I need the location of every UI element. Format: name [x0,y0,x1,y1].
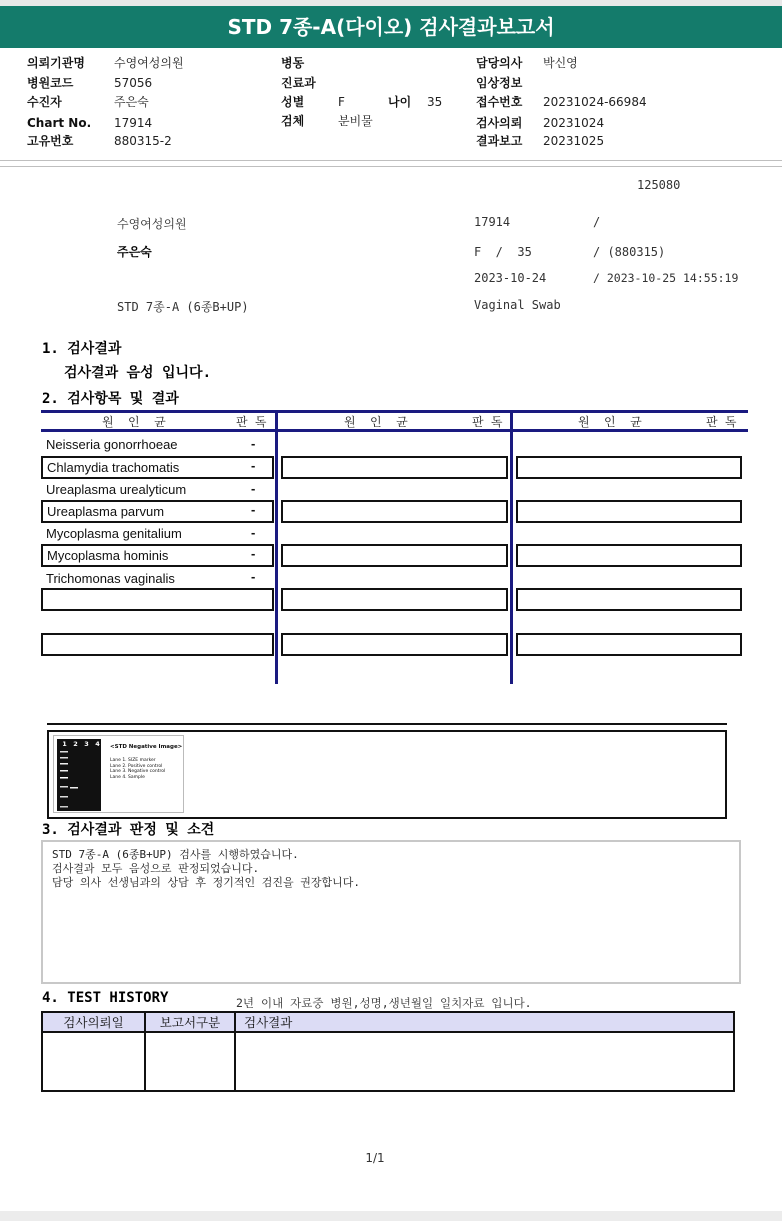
section2-heading: 2. 검사항목 및 결과 [42,391,179,407]
sample-specimen-type: Vaginal Swab [474,298,561,312]
specimen-label: 검체 [281,114,305,128]
pathogen-row-1-result: - [251,436,256,451]
request-date-label: 검사의뢰 [476,116,523,130]
history-col-report-type: 보고서구분 [145,1012,235,1032]
examinee-value: 주은숙 [114,95,149,109]
sample-code: 125080 [637,178,681,192]
pathogen-row-7-name: Trichomonas vaginalis [46,571,175,586]
pathogen-row-3-name: Ureaplasma urealyticum [46,482,187,497]
sex-value: F [338,95,345,109]
receipt-no-label: 접수번호 [476,95,523,109]
col3-box-5 [516,633,742,656]
col-result-header-2: 판 독 [472,415,503,429]
clinical-label: 임상정보 [476,75,523,90]
hospital-code-label: 병원코드 [27,75,74,90]
gel-legend-2: Lane 2. Positive control [110,763,163,769]
section1-heading: 1. 검사결과 [42,341,122,357]
gel-legend [110,758,165,780]
opinion-line-3: 담당 의사 선생님과의 상담 후 정기적인 검진을 권장합니다. [52,876,361,889]
pathogen-row-4-name: Ureaplasma parvum [47,504,165,519]
gel-legend-4: Lane 4. Sample [110,774,145,780]
col-result-header-3: 판 독 [706,415,737,429]
gel-image-panel [53,735,184,813]
sample-test-name: STD 7종-A (6종B+UP) [117,300,249,314]
col2-box-4 [281,588,508,611]
unique-no-value: 880315-2 [114,134,172,148]
gel-legend-1: Lane 1. SIZE marker [110,758,156,763]
sample-name: 주은숙 [117,245,152,259]
section4-heading: 4. TEST HISTORY [42,990,169,1006]
header-divider [0,160,782,161]
report-date-value: 20231025 [543,134,605,148]
gel-lane-4: 4 [95,740,100,748]
grid-divider-2 [510,410,513,684]
section3-heading: 3. 검사결과 판정 및 소견 [42,822,215,838]
sample-chart-no: 17914 [474,215,511,229]
sample-received: 2023-10-24 [474,271,547,285]
pathogen-row-5-result: - [251,525,256,540]
col2-box-2 [281,500,508,523]
col3-box-3 [516,544,742,567]
pathogen-row-5-name: Mycoplasma genitalium [46,526,182,541]
doctor-value: 박신영 [543,56,578,70]
age-label: 나이 [388,95,412,109]
header-divider-2 [0,166,782,167]
header-info [0,54,782,154]
sample-reported: / 2023-10-25 14:55:19 [593,271,739,285]
row-box-4 [41,588,274,611]
col3-box-4 [516,588,742,611]
gel-bands [57,739,101,811]
pathogen-row-3-result: - [251,481,256,496]
section1-summary: 검사결과 음성 입니다. [64,365,212,381]
history-cell-1 [42,1032,145,1091]
gel-legend-3: Lane 3. Negative control [110,769,166,774]
col2-box-3 [281,544,508,567]
history-col-result: 검사결과 [235,1012,734,1032]
examinee-label: 수진자 [27,95,62,109]
history-empty-row [42,1032,734,1091]
section4-note: 2년 이내 자료중 병원,성명,생년월일 일치자료 입니다. [236,996,532,1010]
ward-label: 병동 [281,56,305,70]
pathogen-row-2-result: - [251,458,256,473]
history-col-request-date: 검사의뢰일 [42,1012,145,1032]
history-cell-2 [145,1032,235,1091]
hospital-code-value: 57056 [114,75,153,90]
age-value: 35 [427,95,443,109]
gel-lane-2: 2 [73,740,78,748]
gel-title: <STD Negative Image> [110,744,183,750]
col2-box-5 [281,633,508,656]
col-pathogen-header-3: 원 인 균 [578,415,642,429]
grid-divider-1 [275,410,278,684]
col-pathogen-header-1: 원 인 균 [102,415,166,429]
gel-lane-3: 3 [84,740,89,748]
sample-slash: / [593,215,601,229]
pathogen-row-6-name: Mycoplasma hominis [47,548,169,563]
row-box-5 [41,633,274,656]
receipt-no-value: 20231024-66984 [543,95,647,109]
department-label: 진료과 [281,75,316,90]
request-date-value: 20231024 [543,116,605,130]
pathogen-row-6-result: - [251,546,256,561]
col-pathogen-header-2: 원 인 균 [344,415,408,429]
doctor-label: 담당의사 [476,56,523,70]
history-table [41,1011,735,1092]
gel-lane-1: 1 [62,740,67,748]
pathogen-row-4-result: - [251,502,256,517]
report-title: STD 7종-A(다이오) 검사결과보고서 [0,6,782,48]
opinion-line-1: STD 7종-A (6종B+UP) 검사를 시행하였습니다. [52,848,299,861]
report-date-label: 결과보고 [476,134,523,148]
institution-value: 수영여성의원 [114,56,184,70]
opinion-line-2: 검사결과 모두 음성으로 판정되었습니다. [52,862,260,875]
page-number: 1/1 [365,1151,385,1165]
institution-label: 의뢰기관명 [27,56,85,70]
opinion-box [41,840,741,984]
sample-institution: 수영여성의원 [117,217,187,231]
pathogen-row-7-result: - [251,569,256,584]
bottom-band [0,1211,782,1221]
sex-label: 성별 [281,95,305,109]
col3-box-1 [516,456,742,479]
col3-box-2 [516,500,742,523]
pathogen-row-1-name: Neisseria gonorrhoeae [46,437,178,452]
gel-top-rule [47,723,727,725]
sample-birth: / (880315) [593,245,666,259]
pathogen-row-2-name: Chlamydia trachomatis [47,460,180,475]
chart-no-value: 17914 [114,116,153,130]
sample-sex-age: F / 35 [474,245,532,259]
chart-no-label: Chart No. [27,116,92,130]
history-header-row [42,1012,734,1032]
gel-image [57,739,101,811]
gel-lane-labels [59,740,103,748]
col-result-header-1: 판 독 [236,415,267,429]
specimen-value: 분비물 [338,114,373,128]
history-cell-3 [235,1032,734,1091]
col2-box-1 [281,456,508,479]
unique-no-label: 고유번호 [27,134,74,148]
